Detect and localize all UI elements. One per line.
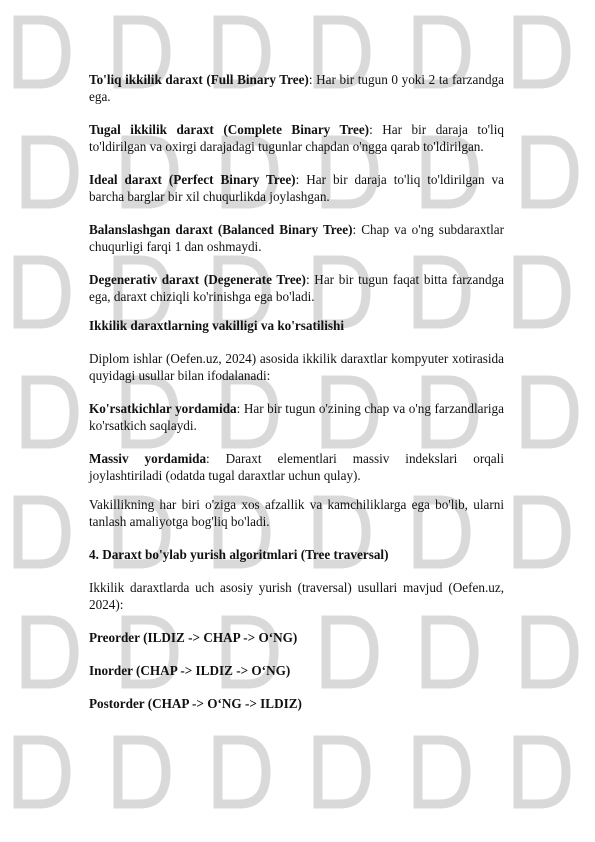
paragraph-balanced-binary-tree [89,221,504,255]
watermark-d-glyph [118,740,166,804]
watermark-d-glyph [526,140,574,204]
watermark-d-glyph [26,380,74,444]
definition-perfect-binary-tree: : Har bir daraja to'liq to'ldirilgan va barcha barglar bir xil chuqurlikda joylashgan. [89,172,504,204]
document-body [89,71,504,712]
paragraph-representation-intro: Diplom ishlar (Oefen.uz, 2024) asosida ikkilik daraxtlar kompyuter xotirasida quyidagi usullar bilan ifodalanadi: [89,351,504,383]
paragraph-complete-binary-tree [89,121,504,155]
term-balanced-binary-tree: Balanslashgan daraxt (Balanced Binary Tree) [89,222,353,237]
watermark-d-glyph [518,20,566,84]
definition-degenerate-tree: : Har bir tugun faqat bitta farzandga ega, daraxt chiziqli ko'rinishga ega bo'ladi. [89,272,504,304]
term-complete-binary-tree: Tugal ikkilik daraxt (Complete Binary Tree) [89,122,370,137]
traversal-postorder: Postorder (CHAP -> O‘NG -> ILDIZ) [89,696,302,711]
definition-balanced-binary-tree: : Chap va o'ng subdaraxtlar chuqurligi farqi 1 dan oshmaydi. [89,222,504,254]
watermark-d-glyph [526,620,574,684]
term-full-binary-tree: To'liq ikkilik daraxt (Full Binary Tree) [89,72,309,87]
watermark-d-glyph [318,740,366,804]
watermark-d-glyph [18,500,66,564]
paragraph-full-binary-tree [89,71,504,105]
definition-full-binary-tree: : Har bir tugun 0 yoki 2 ta farzandga ega. [89,72,504,104]
section-heading-traversal: 4. Daraxt bo'ylab yurish algoritmlari (Tree traversal) [89,547,389,562]
paragraph-degenerate-tree [89,271,504,305]
watermark-d-glyph [526,380,574,444]
term-array-method: Massiv yordamida [89,451,207,466]
term-perfect-binary-tree: Ideal daraxt (Perfect Binary Tree) [89,172,296,187]
watermark-d-glyph [26,620,74,684]
watermark-d-glyph [18,740,66,804]
paragraph-perfect-binary-tree [89,171,504,205]
definition-complete-binary-tree: : Har bir daraja to'liq to'ldirilgan va oxirgi darajadagi tugunlar chapdan o'ngga qarab to'ldirilgan. [89,122,504,154]
term-degenerate-tree: Degenerativ daraxt (Degenerate Tree) [89,272,306,287]
definition-pointer-method: : Har bir tugun o'zining chap va o'ng farzandlariga ko'rsatkich saqlaydi. [89,401,504,433]
watermark-d-glyph [518,500,566,564]
watermark-d-glyph [518,260,566,324]
watermark-d-glyph [18,260,66,324]
definition-array-method: : Daraxt elementlari massiv indekslari orqali joylashtiriladi (odatda tugal daraxtlar uchun qulay). [89,451,504,483]
paragraph-traversal-intro: Ikkilik daraxtlarda uch asosiy yurish (traversal) usullari mavjud (Oefen.uz, 2024): [89,580,504,612]
paragraph-array-method [89,450,504,484]
watermark-d-glyph [518,740,566,804]
term-pointer-method: Ko'rsatkichlar yordamida [89,401,237,416]
traversal-preorder: Preorder (ILDIZ -> CHAP -> O‘NG) [89,630,298,645]
paragraph-pointer-method [89,400,504,434]
section-heading-representation: Ikkilik daraxtlarning vakilligi va ko'rsatilishi [89,318,345,333]
paragraph-selection-note: Vakillikning har biri o'ziga xos afzallik va kamchiliklarga ega bo'lib, ularni tanlash amaliyotga bog'liq bo'ladi. [89,497,504,529]
watermark-d-glyph [418,740,466,804]
watermark-d-glyph [218,740,266,804]
traversal-inorder: Inorder (CHAP -> ILDIZ -> O‘NG) [89,663,291,678]
watermark-d-glyph [26,140,74,204]
watermark-d-glyph [18,20,66,84]
